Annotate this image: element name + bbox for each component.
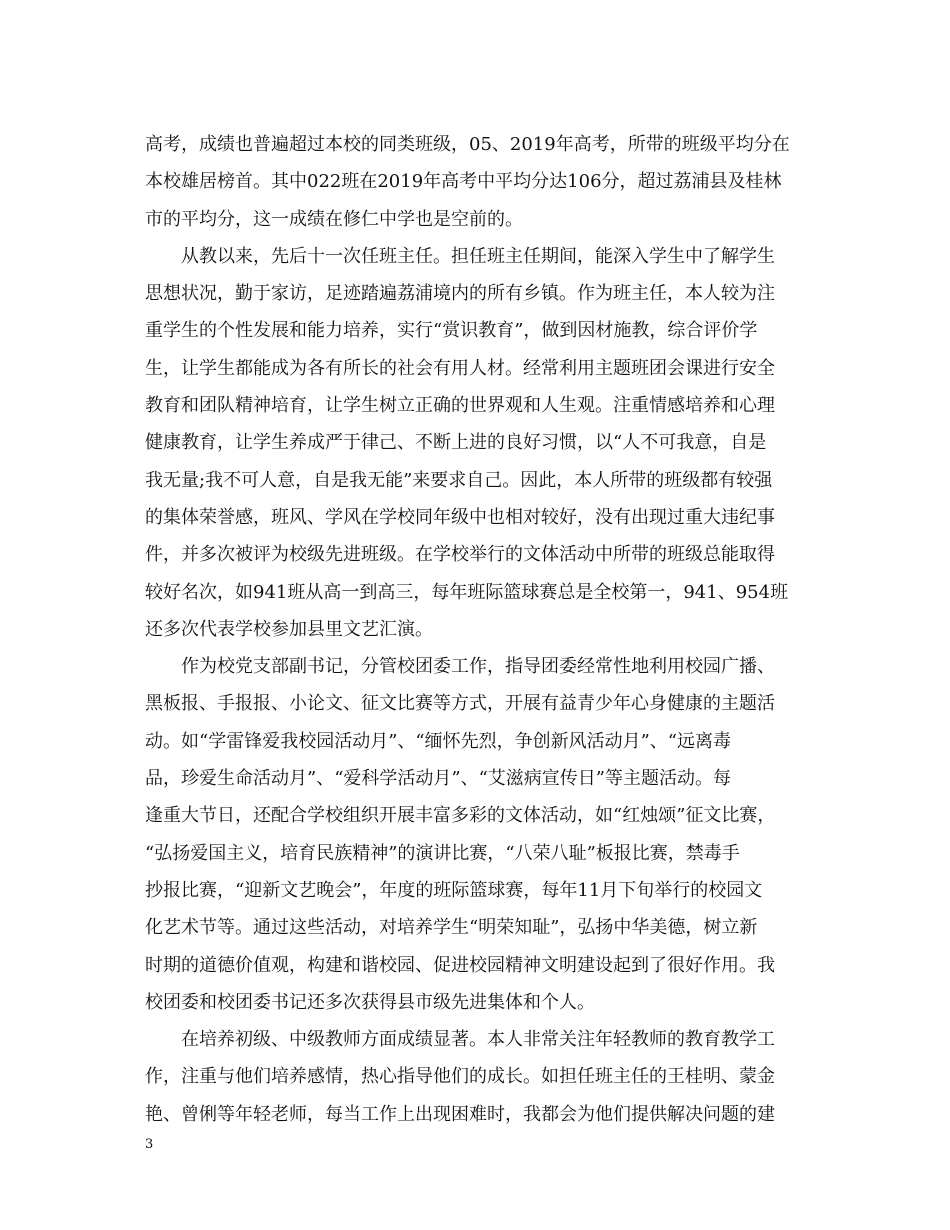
text-line: 我无量;我不可人意，自是我无能”来要求自己。因此，本人所带的班级都有较强 [145,469,773,491]
text-line: 校团委和校团委书记还多次获得县市级先进集体和个人。 [145,991,595,1013]
page-number: 3 [145,1137,154,1152]
text-line: 动。如“学雷锋爱我校园活动月”、“缅怀先烈，争创新风活动月”、“远离毒 [145,730,732,752]
text-line: 黑板报、手报报、小论文、征文比赛等方式，开展有益青少年心身健康的主题活 [145,693,775,715]
text-line: 本校雄居榜首。其中022班在2019年高考中平均分达106分，超过荔浦县及桂林 [145,171,782,193]
text-line: “弘扬爱国主义，培育民族精神”的演讲比赛，“八荣八耻”板报比赛，禁毒手 [145,842,740,864]
text-line: 件，并多次被评为校级先进班级。在学校举行的文体活动中所带的班级总能取得 [145,544,775,566]
text-line: 化艺术节等。通过这些活动，对培养学生“明荣知耻”，弘扬中华美德，树立新 [145,917,758,939]
text-line: 作，注重与他们培养感情，热心指导他们的成长。如担任班主任的王桂明、蒙金 [145,1066,775,1088]
text-line: 的集体荣誉感，班风、学风在学校同年级中也相对较好，没有出现过重大违纪事 [145,506,775,528]
text-line: 重学生的个性发展和能力培养，实行“赏识教育”，做到因材施教，综合评价学 [145,320,758,342]
text-line: 教育和团队精神培育，让学生树立正确的世界观和人生观。注重情感培养和心理 [145,395,775,417]
text-line: 抄报比赛，“迎新文艺晚会”，年度的班际篮球赛，每年11月下旬举行的校园文 [145,879,763,901]
text-line: 健康教育，让学生养成严于律己、不断上进的良好习惯，以“人不可我意，自是 [145,432,767,454]
body-text [145,126,805,1133]
text-line: 在培养初级、中级教师方面成绩显著。本人非常关注年轻教师的教育教学工 [145,1029,775,1051]
text-line: 时期的道德价值观，构建和谐校园、促进校园精神文明建设起到了很好作用。我 [145,954,775,976]
text-line: 思想状况，勤于家访，足迹踏遍荔浦境内的所有乡镇。作为班主任，本人较为注 [145,283,775,305]
text-line: 艳、曾俐等年轻老师，每当工作上出现困难时，我都会为他们提供解决问题的建 [145,1103,775,1125]
text-line: 较好名次，如941班从高一到高三，每年班际篮球赛总是全校第一，941、954班 [145,581,789,603]
text-line: 高考，成绩也普遍超过本校的同类班级，05、2019年高考，所带的班级平均分在 [145,134,790,155]
text-line: 市的平均分，这一成绩在修仁中学也是空前的。 [145,208,523,230]
text-line: 还多次代表学校参加县里文艺汇演。 [145,618,433,640]
text-line: 生，让学生都能成为各有所长的社会有用人材。经常利用主题班团会课进行安全 [145,357,775,379]
text-line: 作为校党支部副书记，分管校团委工作，指导团委经常性地利用校园广播、 [145,656,775,678]
text-line: 品，珍爱生命活动月”、“爱科学活动月”、“艾滋病宣传日”等主题活动。每 [145,768,732,790]
text-line: 从教以来，先后十一次任班主任。担任班主任期间，能深入学生中了解学生 [145,245,775,267]
text-line: 逢重大节日，还配合学校组织开展丰富多彩的文体活动，如“红烛颂”征文比赛， [145,805,776,827]
